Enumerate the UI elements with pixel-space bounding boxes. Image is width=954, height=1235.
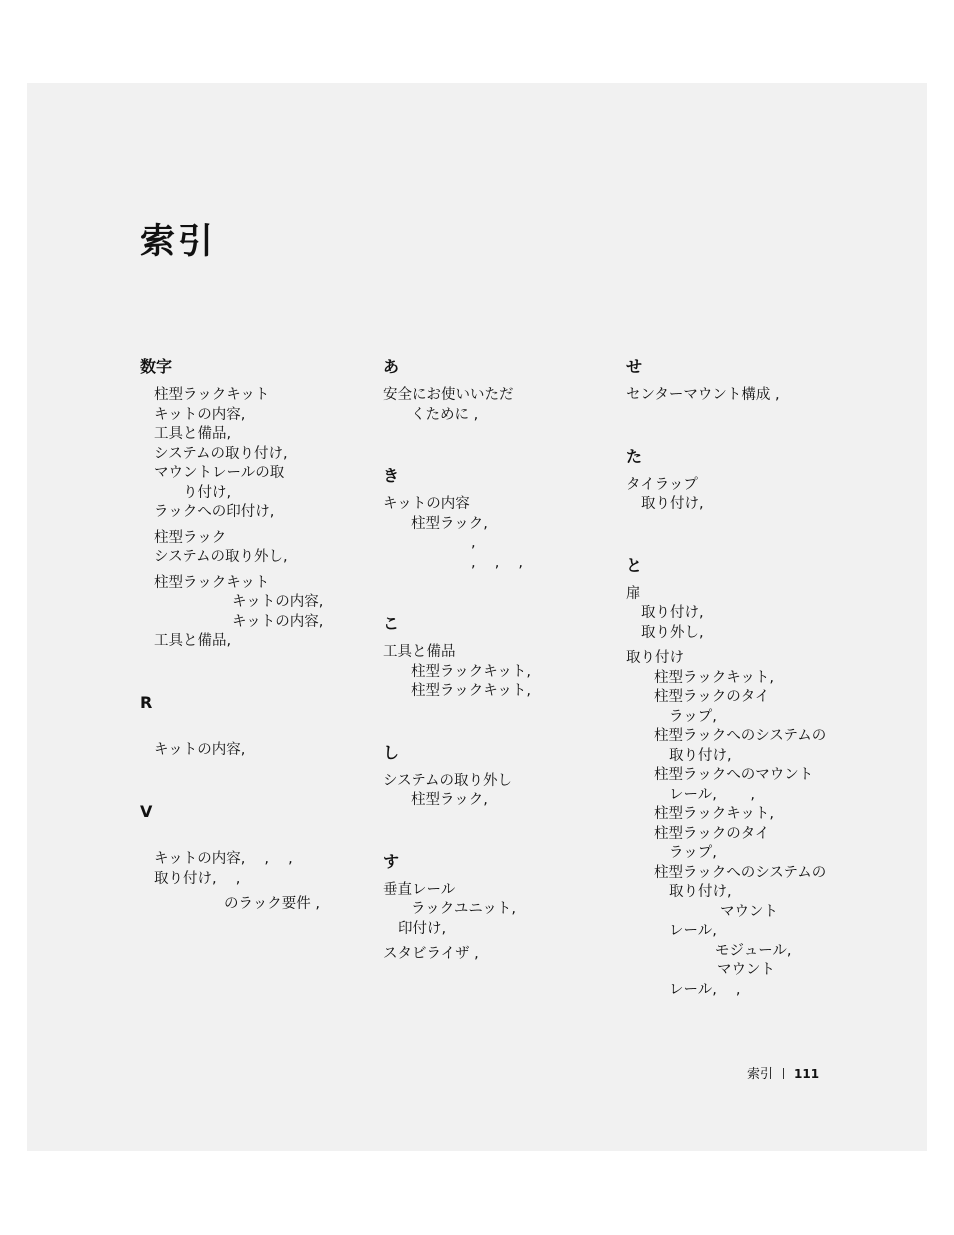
- index-column-2: [383, 356, 608, 1005]
- index-entry: キットの内容,: [154, 406, 246, 423]
- index-entry: 柱型ラックへのシステムの: [654, 864, 827, 881]
- footer-label: 索引: [747, 1067, 774, 1082]
- index-entry: 柱型ラックキット: [154, 574, 270, 591]
- index-entry: レール,: [669, 923, 717, 939]
- page-title: 索引: [140, 222, 217, 262]
- index-entry: [140, 722, 365, 742]
- index-entry: 安全にお使いいただ: [383, 387, 514, 403]
- index-entry: 柱型ラックキット,: [654, 669, 775, 686]
- index-section: [140, 356, 365, 652]
- index-entry: 印付け,: [398, 920, 447, 937]
- index-entry-group: [140, 529, 365, 568]
- section-heading: と: [626, 555, 643, 575]
- index-section: [140, 692, 365, 761]
- index-section: [626, 356, 866, 406]
- index-section: [626, 446, 866, 515]
- index-entry: 柱型ラックのタイ: [654, 825, 770, 842]
- section-heading: R: [140, 692, 153, 712]
- index-section: [383, 742, 608, 811]
- index-entry: キットの内容,: [232, 613, 324, 630]
- index-entry: 取り付け,: [669, 884, 732, 900]
- index-entry: り付け,: [183, 484, 232, 501]
- index-entry-group: [383, 945, 608, 965]
- footer-divider: [783, 1068, 784, 1079]
- section-heading: せ: [626, 357, 643, 376]
- index-entry: 柱型ラックキット,: [654, 806, 775, 822]
- index-column-1: [140, 356, 365, 955]
- index-entry: 柱型ラックのタイ: [654, 689, 770, 705]
- index-column-3: [626, 356, 866, 1040]
- page-footer: [747, 1063, 819, 1082]
- index-entry-group: [626, 585, 866, 644]
- index-section: [383, 613, 608, 702]
- index-entry-group: [626, 476, 866, 515]
- index-entry: ラップ,: [669, 845, 717, 861]
- index-section: [383, 851, 608, 965]
- section-heading: き: [383, 466, 400, 485]
- index-entry-group: [140, 574, 365, 652]
- section-heading: あ: [383, 357, 400, 376]
- index-entry: キットの内容,: [154, 742, 246, 758]
- index-entry: 取り付け, ,: [154, 870, 241, 887]
- index-entry: 取り付け: [626, 650, 684, 666]
- index-entry: , , ,: [471, 554, 524, 571]
- index-entry: ラックユニット,: [411, 901, 516, 917]
- index-entry: 取り外し,: [641, 624, 704, 641]
- index-entry: システムの取り外し: [383, 772, 513, 789]
- index-entry: タイラップ: [626, 476, 698, 493]
- index-entry: 柱型ラック,: [411, 792, 488, 808]
- index-entry: 取り付け,: [669, 747, 732, 764]
- index-entry: ラップ,: [669, 708, 717, 725]
- index-entry: マウントレールの取: [154, 465, 285, 481]
- section-heading: し: [383, 742, 400, 762]
- index-entry: くために ,: [411, 406, 479, 423]
- index-entry-group: [140, 386, 365, 523]
- index-entry: 取り付け,: [641, 496, 704, 512]
- index-entry-group: [383, 386, 608, 425]
- index-entry: 工具と備品,: [154, 633, 232, 649]
- index-entry: 柱型ラックキット,: [411, 663, 532, 680]
- index-entry-group: [383, 772, 608, 811]
- index-entry: 扉: [626, 585, 641, 602]
- index-entry-group: [140, 895, 365, 915]
- index-entry: マウント: [717, 962, 775, 978]
- index-entry-group: [383, 495, 608, 573]
- section-heading: こ: [383, 614, 400, 633]
- index-section: [626, 555, 866, 1001]
- index-entry: システムの取り外し,: [154, 549, 288, 565]
- section-heading: 数字: [140, 357, 173, 376]
- index-entry: マウント: [720, 903, 778, 920]
- index-entry: 柱型ラックキット,: [411, 683, 532, 699]
- index-section: [383, 465, 608, 573]
- section-heading: V: [140, 801, 153, 821]
- index-entry: 工具と備品,: [154, 426, 232, 442]
- index-entry: 柱型ラックへのマウント: [654, 767, 814, 783]
- index-entry: ラックへの印付け,: [154, 504, 275, 520]
- index-entry: キットの内容, , ,: [154, 851, 293, 867]
- index-entry-group: [140, 722, 365, 761]
- index-entry: スタビライザ ,: [383, 946, 479, 962]
- section-heading: す: [383, 851, 400, 871]
- index-entry-group: [383, 643, 608, 702]
- index-entry: 柱型ラックへのシステムの: [654, 728, 827, 744]
- index-entry: システムの取り付け,: [154, 445, 288, 462]
- index-entry-group: [383, 881, 608, 940]
- index-entry: 工具と備品: [383, 644, 456, 660]
- index-entry: のラック要件 ,: [224, 896, 320, 912]
- index-entry-group: [626, 649, 866, 1000]
- index-section: [383, 356, 608, 425]
- index-entry: レール, ,: [669, 981, 741, 998]
- index-entry: [140, 831, 365, 851]
- index-entry-group: [140, 831, 365, 890]
- index-entry: 取り付け,: [641, 605, 704, 621]
- index-entry: 柱型ラック,: [411, 515, 488, 532]
- section-heading: た: [626, 446, 643, 466]
- index-entry: モジュール,: [715, 942, 792, 959]
- index-entry: キットの内容,: [232, 594, 324, 610]
- index-entry: 垂直レール: [383, 881, 456, 898]
- index-entry: 柱型ラック: [154, 529, 227, 546]
- index-entry-group: [626, 386, 866, 406]
- page-number: 111: [794, 1067, 820, 1081]
- index-entry: キットの内容: [383, 496, 470, 512]
- index-entry: ,: [471, 535, 476, 551]
- index-section: [140, 801, 365, 915]
- index-entry: 柱型ラックキット: [154, 387, 270, 403]
- index-entry: センターマウント構成 ,: [626, 387, 780, 403]
- index-entry: レール, ,: [669, 786, 756, 803]
